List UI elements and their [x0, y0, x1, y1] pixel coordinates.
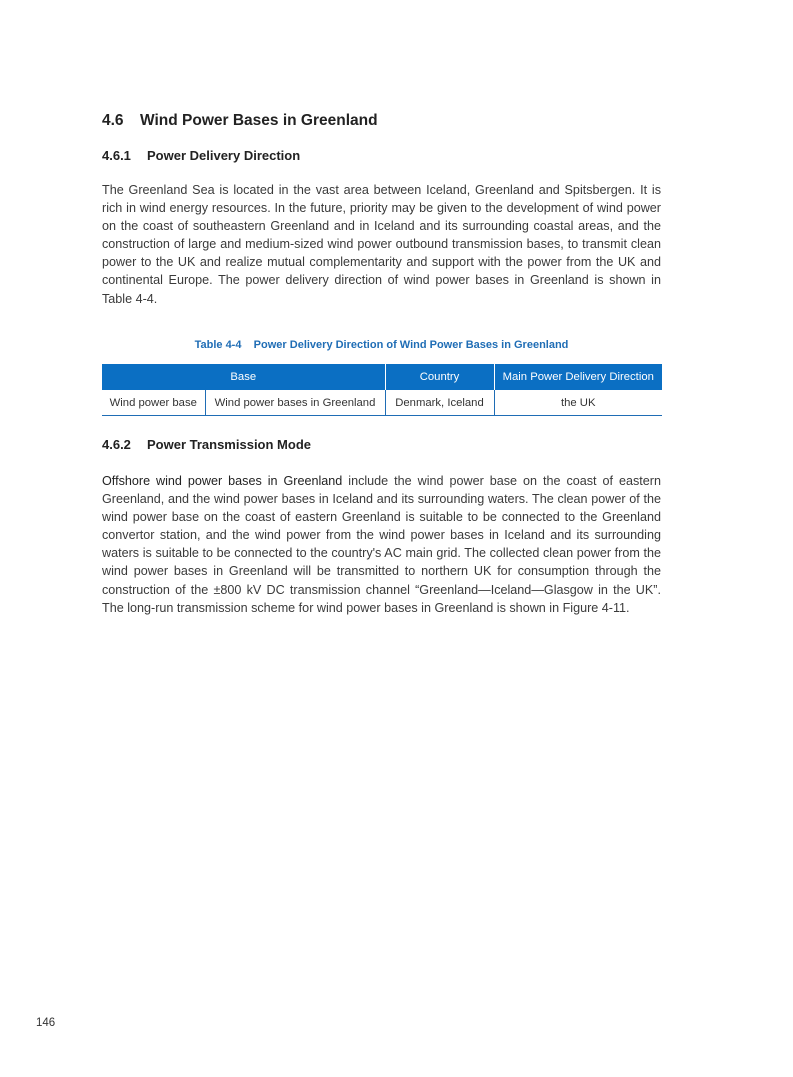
- cell-base-name: Wind power bases in Greenland: [205, 390, 385, 416]
- cell-direction: the UK: [494, 390, 662, 416]
- paragraph-transmission-mode: [102, 472, 661, 617]
- cell-base-type: Wind power base: [102, 390, 205, 416]
- subsection-title: Power Transmission Mode: [147, 437, 311, 452]
- paragraph-delivery-direction: The Greenland Sea is located in the vast area between Iceland, Greenland and Spitsbergen. It is rich in wind energy resources. In the future, priority may be given to the development of wind power on the coast of southeastern Greenland and in Iceland and its surrounding coastal areas, and the construction of large and medium-sized wind power outbound transmission bases, to transmit clean power to the UK and realize mutual complementarity and support with the power from the UK and continental Europe. The power delivery direction of wind power bases in Greenland is shown in Table 4-4.: [102, 183, 661, 306]
- subsection-number: 4.6.1: [102, 148, 131, 163]
- paragraph-body: include the wind power base on the coast of eastern Greenland, and the wind power bases in Iceland and its surrounding waters. The clean power of the wind power base on the coast of eastern Greenland is suitable to be connected to the Greenland convertor station, and the wind power from the wind power bases in Iceland and its surrounding waters is suitable to be connected to the country's AC main grid. The collected clean power from the wind power bases in Greenland will be transmitted to northern UK for consumption through the construction of the ±800 kV DC transmission channel “Greenland—Iceland—Glasgow in the UK”. The long-run transmission scheme for wind power bases in Greenland is shown in Figure 4-11.: [102, 474, 661, 615]
- header-direction: Main Power Delivery Direction: [494, 364, 662, 390]
- subsection-heading-1: [102, 148, 300, 163]
- table-row: [102, 390, 662, 416]
- section-number: 4.6: [102, 112, 124, 129]
- header-base: Base: [102, 364, 385, 390]
- header-country: Country: [385, 364, 494, 390]
- subsection-title: Power Delivery Direction: [147, 148, 301, 163]
- table-header-row: [102, 364, 662, 390]
- paragraph-lead: Offshore wind power bases in Greenland: [102, 474, 343, 488]
- page-number: 146: [36, 1017, 56, 1029]
- subsection-number: 4.6.2: [102, 437, 131, 452]
- subsection-heading-2: [102, 437, 311, 452]
- section-heading: [102, 112, 378, 130]
- table-caption: Table 4-4 Power Delivery Direction of Wind Power Bases in Greenland: [194, 339, 569, 351]
- delivery-direction-table: [102, 364, 662, 416]
- section-title: Wind Power Bases in Greenland: [140, 112, 378, 129]
- cell-country: Denmark, Iceland: [385, 390, 494, 416]
